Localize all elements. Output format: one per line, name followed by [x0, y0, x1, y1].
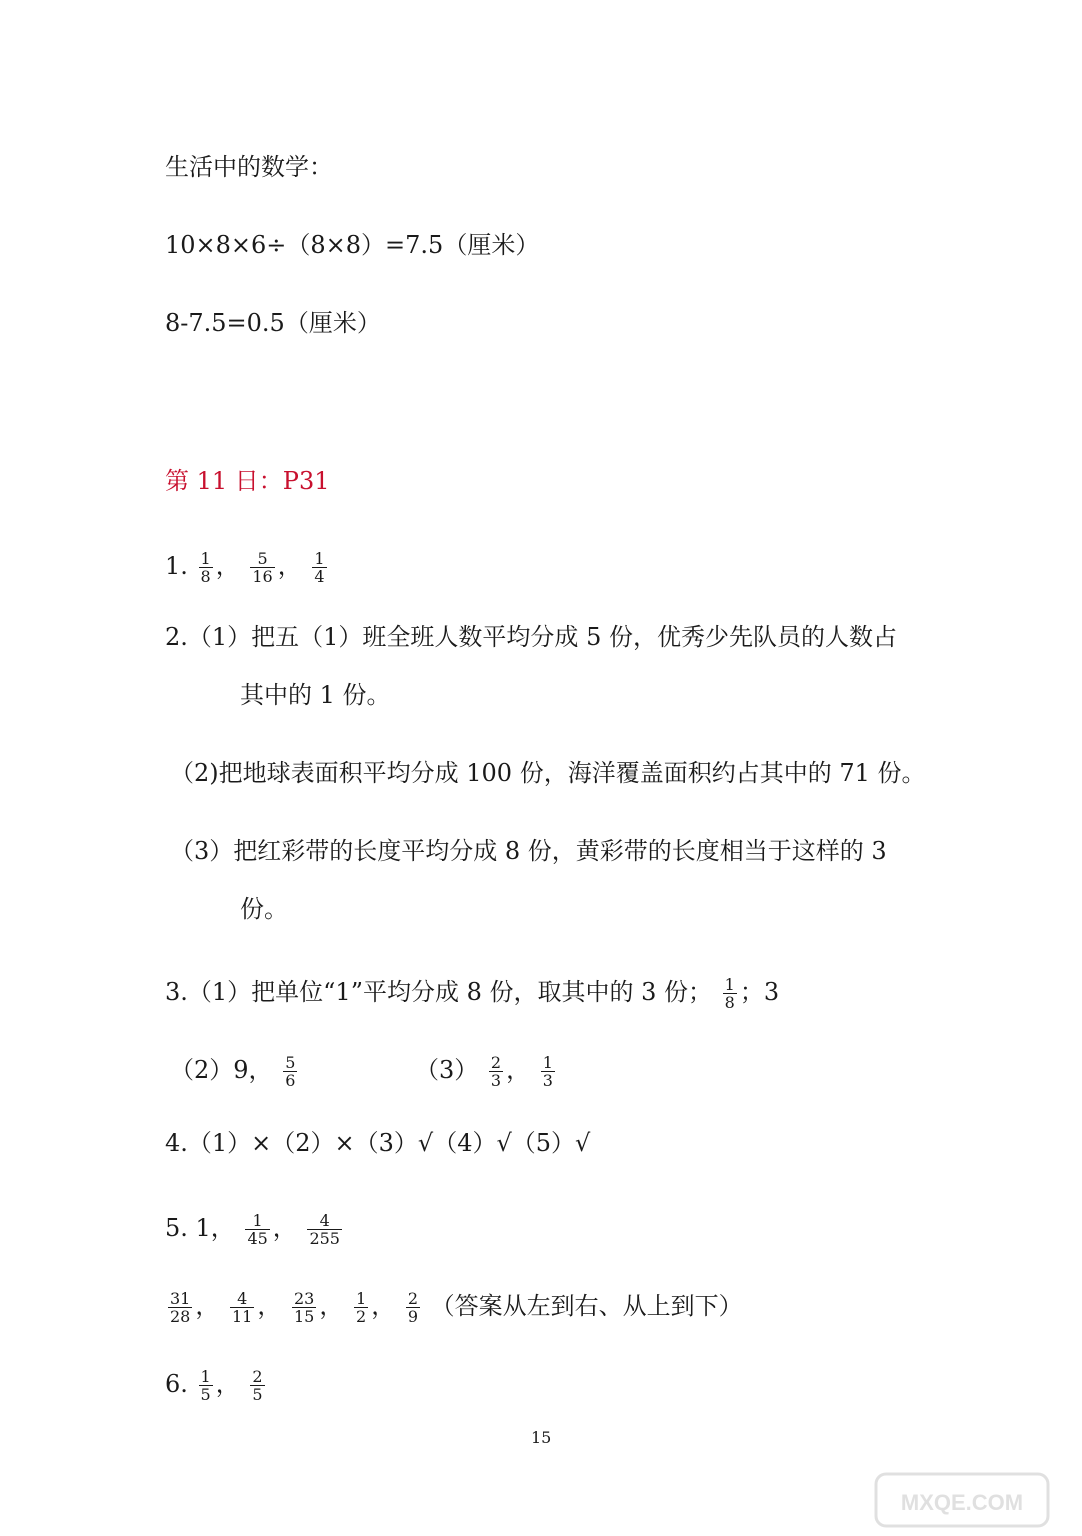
- answer-1-label: 1.: [165, 552, 188, 580]
- fraction: $\frac{1}{3}$: [542, 1053, 553, 1090]
- fraction: $\frac{23}{15}$: [294, 1289, 315, 1326]
- svg-text:MXQE.COM: MXQE.COM: [900, 1490, 1024, 1515]
- answer-6: 6. $\frac{1}{5}$ ， $\frac{2}{5}$: [165, 1367, 263, 1404]
- fraction: $\frac{1}{8}$: [724, 975, 735, 1012]
- watermark-logo: [872, 1470, 1052, 1530]
- answer-3-part2: （2）9， $\frac{5}{6}$: [170, 1053, 296, 1090]
- fraction: $\frac{5}{6}$: [285, 1053, 296, 1090]
- fraction: $\frac{2}{5}$: [252, 1367, 263, 1404]
- answer-5-row2: $\frac{31}{28}$ ， $\frac{4}{11}$ ， $\frac{23}{15}$ ， $\frac{1}{2}$ ， $\frac{2}{9}$ （答案从左到右、从上到下）: [170, 1289, 743, 1326]
- fraction: $\frac{4}{11}$: [232, 1289, 253, 1326]
- answer-2-part3-cont: 份。: [240, 895, 288, 923]
- answer-5-row1: 5. 1， $\frac{1}{45}$ ， $\frac{4}{255}$: [165, 1211, 340, 1248]
- answer-3-part3: （3） $\frac{2}{3}$ ， $\frac{1}{3}$: [415, 1053, 553, 1090]
- answer-4: 4.（1）×（2）×（3）√（4）√（5）√: [165, 1129, 591, 1157]
- fraction: $\frac{1}{8}$: [200, 549, 211, 586]
- section-title-life-math: 生活中的数学：: [165, 153, 333, 181]
- day-heading: 第 11 日：P31: [165, 467, 330, 495]
- fraction: $\frac{2}{9}$: [407, 1289, 419, 1326]
- calc-line-1: 10×8×6÷（8×8）=7.5（厘米）: [165, 231, 540, 259]
- answer-2-part1-cont: 其中的 1 份。: [240, 681, 391, 709]
- fraction: $\frac{5}{16}$: [252, 549, 273, 586]
- fraction: $\frac{1}{2}$: [356, 1289, 367, 1326]
- calc-line-2: 8-7.5=0.5（厘米）: [165, 309, 381, 337]
- fraction: $\frac{4}{255}$: [309, 1211, 340, 1248]
- answer-3-part1: 3.（1）把单位“1”平均分成 8 份，取其中的 3 份； $\frac{1}{8}$ ；3: [165, 975, 780, 1012]
- fraction: $\frac{2}{3}$: [490, 1053, 502, 1090]
- answer-2-part3: （3）把红彩带的长度平均分成 8 份，黄彩带的长度相当于这样的 3: [170, 837, 887, 865]
- fraction: $\frac{1}{4}$: [314, 549, 325, 586]
- answer-1: 1. $\frac{1}{8}$ ， $\frac{5}{16}$ ， $\frac{1}{4}$: [165, 549, 325, 586]
- page-number: 15: [531, 1428, 552, 1447]
- fraction: $\frac{1}{45}$: [247, 1211, 268, 1248]
- fraction: $\frac{1}{5}$: [200, 1367, 211, 1404]
- fraction: $\frac{31}{28}$: [170, 1289, 191, 1326]
- answer-2-part2: （2)把地球表面积平均分成 100 份，海洋覆盖面积约占其中的 71 份。: [170, 759, 926, 787]
- answer-2-part1: 2.（1）把五（1）班全班人数平均分成 5 份，优秀少先队员的人数占: [165, 623, 897, 651]
